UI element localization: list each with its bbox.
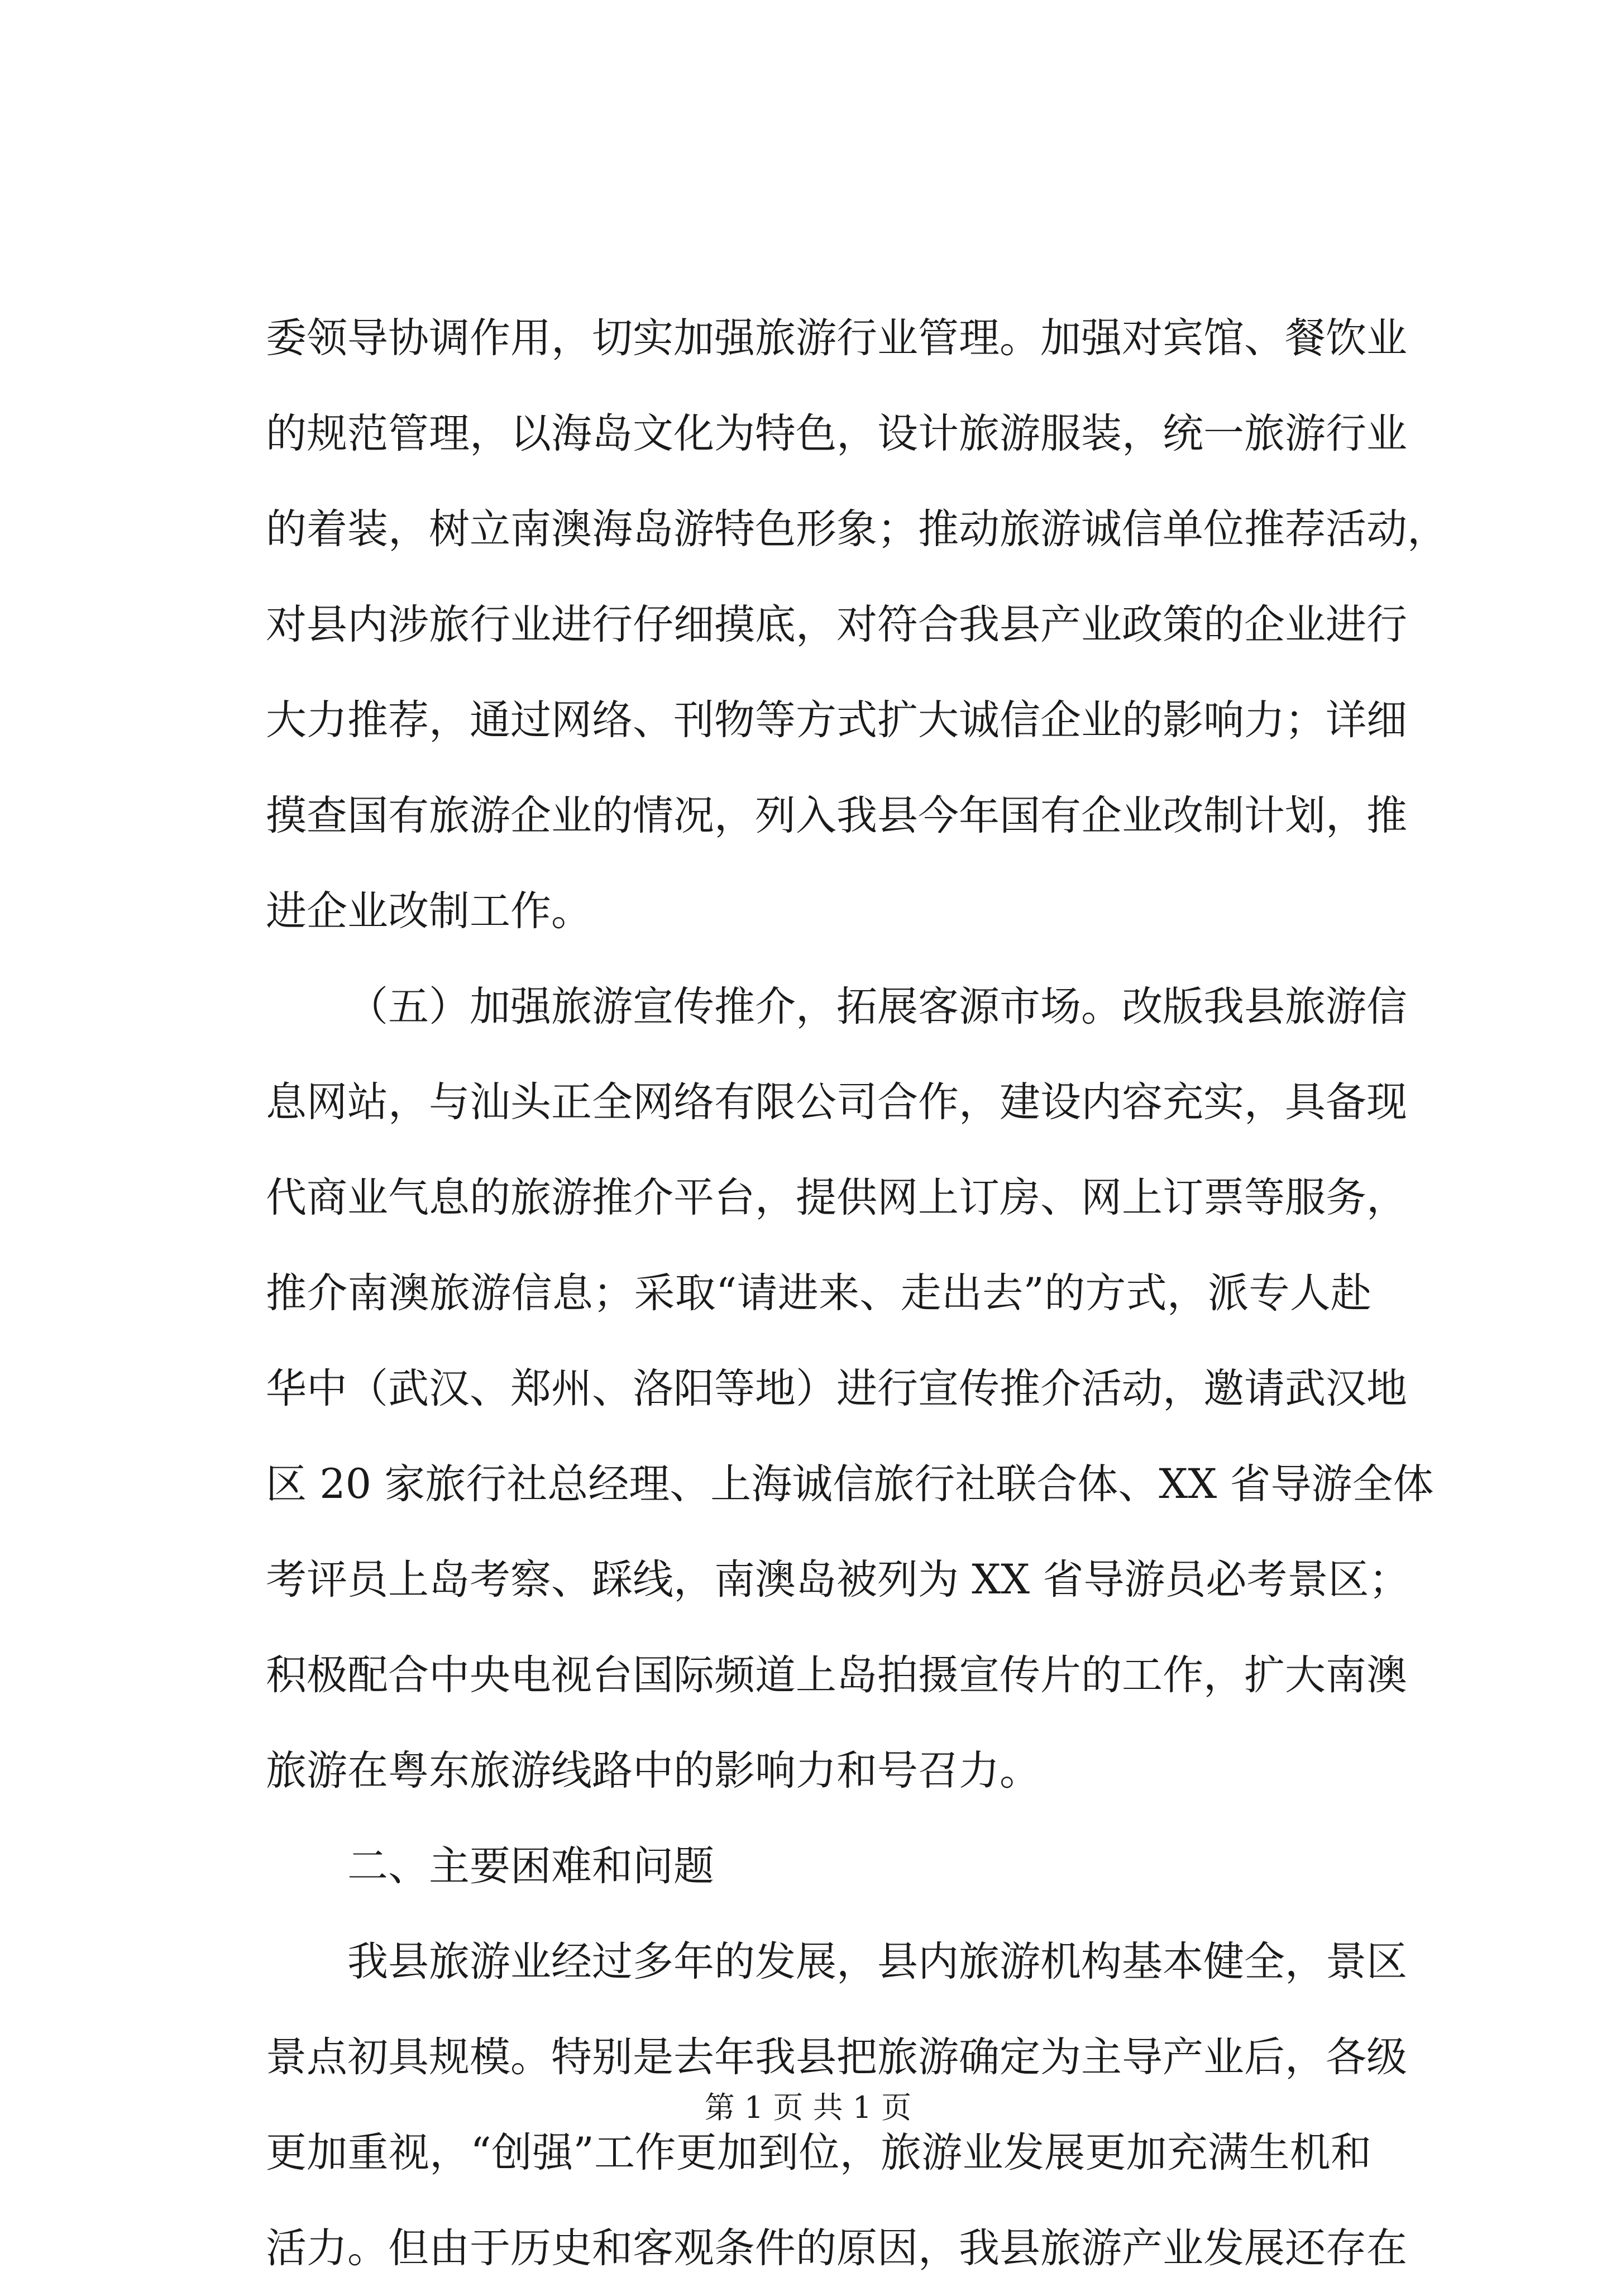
text-line: 代商业气息的旅游推介平台，提供网上订房、网上订票等服务，: [266, 1174, 1407, 1221]
text-line: 考评员上岛考察、踩线，南澳岛被列为 XX 省导游员必考景区；: [266, 1556, 1410, 1603]
text-line: 推介南澳旅游信息；采取“请进来、走出去”的方式，派专人赴: [266, 1269, 1371, 1317]
text-line: 旅游在粤东旅游线路中的影响力和号召力。: [266, 1747, 1040, 1794]
text-line: 对县内涉旅行业进行仔细摸底，对符合我县产业政策的企业进行: [266, 601, 1407, 648]
text-line: 的着装，树立南澳海岛游特色形象；推动旅游诚信单位推荐活动，: [266, 505, 1448, 553]
text-line: 委领导协调作用，切实加强旅游行业管理。加强对宾馆、餐饮业: [266, 314, 1407, 362]
section-heading: 二、主要困难和问题: [347, 1842, 714, 1890]
text-line: 区 20 家旅行社总经理、上海诚信旅行社联合体、XX 省导游全体: [266, 1460, 1434, 1508]
text-line: 我县旅游业经过多年的发展，县内旅游机构基本健全，景区: [347, 1938, 1407, 1985]
text-line: 华中（武汉、郑州、洛阳等地）进行宣传推介活动，邀请武汉地: [266, 1365, 1407, 1412]
section-heading-line: （五）加强旅游宣传推介，拓展客源市场。改版我县旅游信: [347, 983, 1407, 1030]
text-line: 摸查国有旅游企业的情况，列入我县今年国有企业改制计划，推: [266, 792, 1407, 839]
text-line: 更加重视，“创强”工作更加到位，旅游业发展更加充满生机和: [266, 2129, 1371, 2176]
text-line: 积极配合中央电视台国际频道上岛拍摄宣传片的工作，扩大南澳: [266, 1651, 1407, 1699]
text-line: 景点初具规模。特别是去年我县把旅游确定为主导产业后，各级: [266, 2034, 1407, 2081]
body-text: [266, 290, 1448, 2296]
text-line: 息网站，与汕头正全网络有限公司合作，建设内容充实，具备现: [266, 1078, 1407, 1126]
text-line: 活力。但由于历史和客观条件的原因，我县旅游产业发展还存在: [266, 2225, 1407, 2272]
text-line: 大力推荐，通过网络、刊物等方式扩大诚信企业的影响力；详细: [266, 696, 1407, 744]
text-line: 的规范管理，以海岛文化为特色，设计旅游服装，统一旅游行业: [266, 410, 1407, 457]
page-number-footer: 第 1 页 共 1 页: [704, 2090, 912, 2125]
text-line: 进企业改制工作。: [266, 887, 592, 935]
